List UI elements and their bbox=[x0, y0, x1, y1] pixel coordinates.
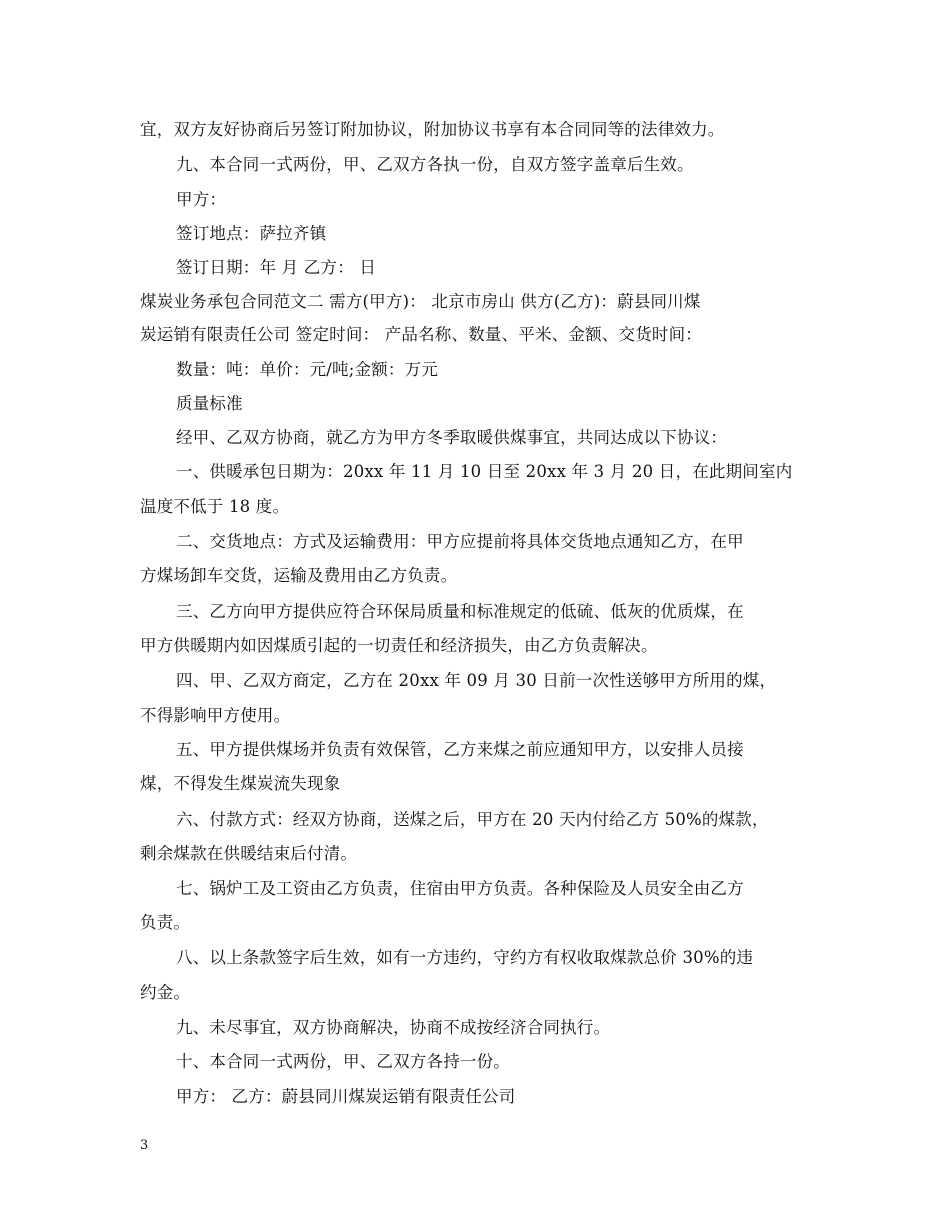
page-number: 3 bbox=[140, 1138, 149, 1153]
text-line: 剩余煤款在供暖结束后付清。 bbox=[140, 844, 358, 863]
text-line: 炭运销有限责任公司 签定时间： 产品名称、数量、平米、金额、交货时间： bbox=[140, 325, 702, 344]
text-line: 约金。 bbox=[140, 983, 191, 1002]
text-line: 九、未尽事宜，双方协商解决，协商不成按经济合同执行。 bbox=[176, 1018, 611, 1037]
text-line: 不得影响甲方使用。 bbox=[140, 706, 291, 725]
text-line: 质量标准 bbox=[176, 394, 243, 413]
section-title-line: 煤炭业务承包合同范文二 需方(甲方)： 北京市房山 供方(乙方)：蔚县同川煤 bbox=[140, 292, 701, 311]
text-line: 二、交货地点：方式及运输费用：甲方应提前将具体交货地点通知乙方，在甲 bbox=[176, 532, 744, 551]
text-line: 四、甲、乙双方商定，乙方在 20xx 年 09 月 30 日前一次性送够甲方所用的煤， bbox=[176, 671, 777, 690]
text-line: 签订地点：萨拉齐镇 bbox=[176, 224, 327, 243]
text-line: 九、本合同一式两份，甲、乙双方各执一份，自双方签字盖章后生效。 bbox=[176, 155, 694, 174]
text-line: 五、甲方提供煤场并负责有效保管，乙方来煤之前应通知甲方，以安排人员接 bbox=[176, 740, 744, 759]
text-line: 八、以上条款签字后生效，如有一方违约，守约方有权收取煤款总价 30%的违 bbox=[176, 948, 754, 967]
text-line: 签订日期：年 月 乙方： 日 bbox=[176, 258, 377, 277]
text-line: 负责。 bbox=[140, 913, 191, 932]
text-line: 经甲、乙双方协商，就乙方为甲方冬季取暖供煤事宜，共同达成以下协议： bbox=[176, 428, 728, 447]
text-line: 十、本合同一式两份，甲、乙双方各持一份。 bbox=[176, 1052, 510, 1071]
text-line: 一、供暖承包日期为：20xx 年 11 月 10 日至 20xx 年 3 月 20 日，在此期间室内 bbox=[176, 462, 793, 481]
text-line: 三、乙方向甲方提供应符合环保局质量和标准规定的低硫、低灰的优质煤，在 bbox=[176, 602, 744, 621]
text-line: 七、锅炉工及工资由乙方负责，住宿由甲方负责。各种保险及人员安全由乙方 bbox=[176, 879, 744, 898]
signature-line: 甲方： 乙方：蔚县同川煤炭运销有限责任公司 bbox=[176, 1087, 516, 1106]
text-line: 温度不低于 18 度。 bbox=[140, 497, 290, 516]
text-line: 甲方供暖期内如因煤质引起的一切责任和经济损失，由乙方负责解决。 bbox=[140, 636, 658, 655]
text-line: 甲方： bbox=[176, 190, 227, 209]
text-line: 六、付款方式：经双方协商，送煤之后，甲方在 20 天内付给乙方 50%的煤款， bbox=[176, 810, 769, 829]
text-line: 宜，双方友好协商后另签订附加协议，附加协议书享有本合同同等的法律效力。 bbox=[140, 120, 725, 139]
text-line: 煤，不得发生煤炭流失现象 bbox=[140, 774, 341, 793]
text-line: 方煤场卸车交货，运输及费用由乙方负责。 bbox=[140, 566, 458, 585]
text-line: 数量：吨：单价：元/吨;金额：万元 bbox=[176, 360, 439, 379]
